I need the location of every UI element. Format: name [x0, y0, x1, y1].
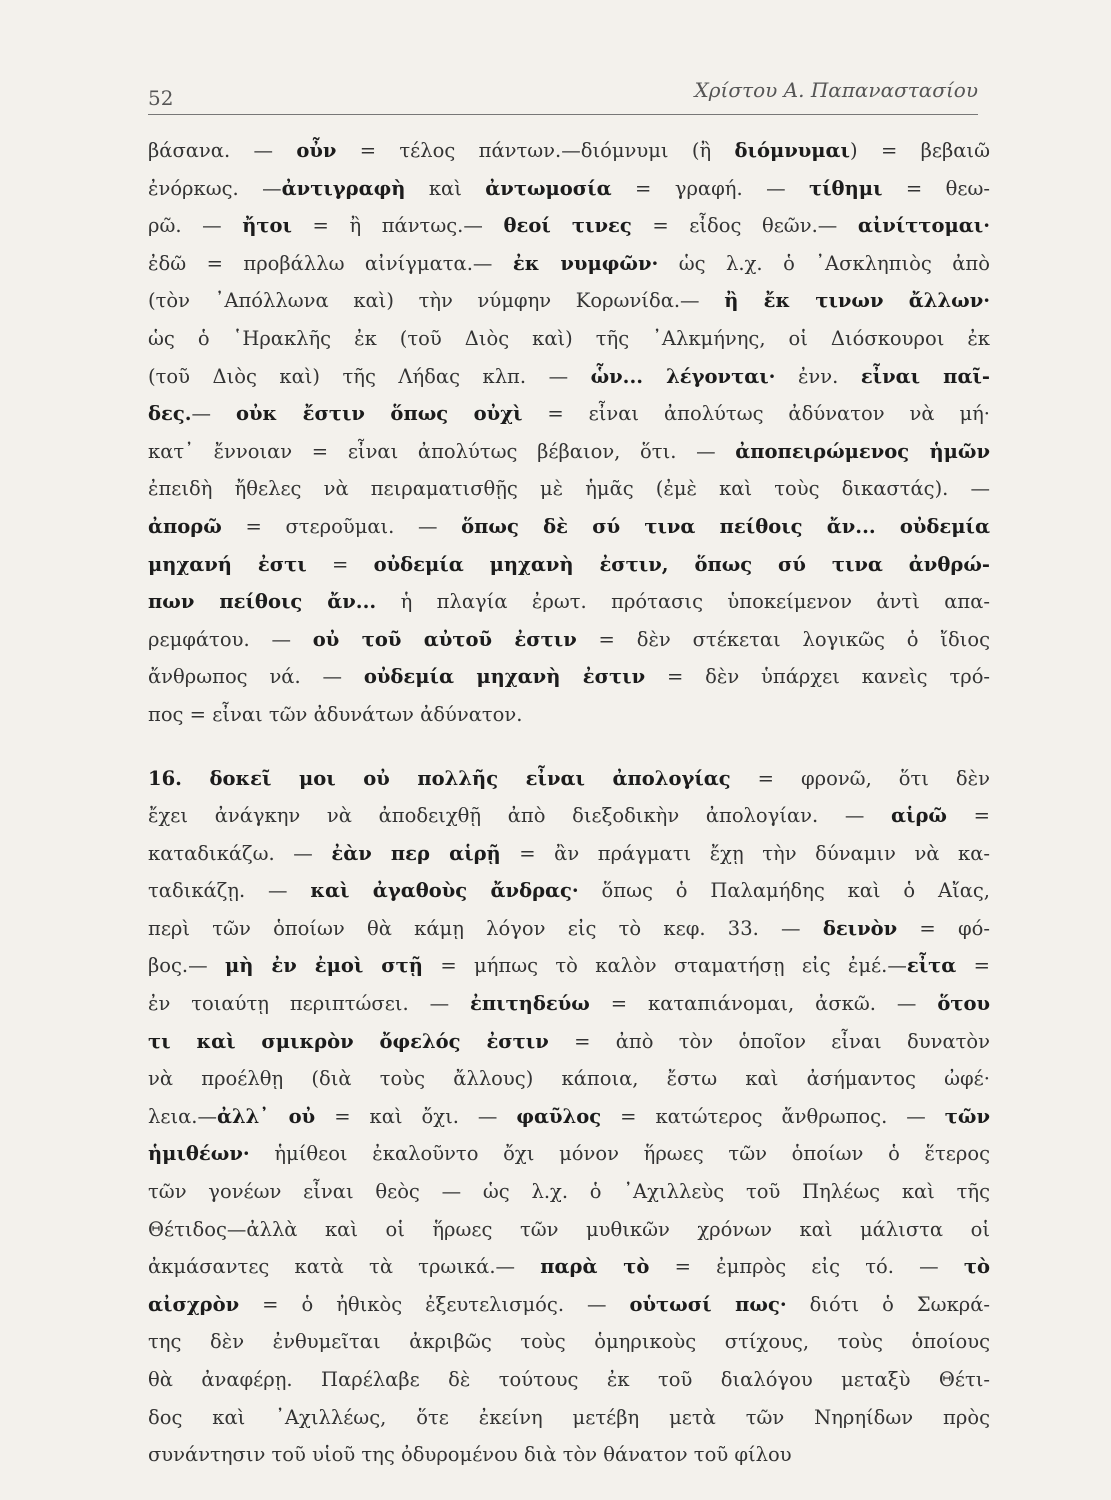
text-line: ἡμιθέων· ἡμίθεοι ἐκαλοῦντο ὄχι μόνον ἥρωες τῶν ὁποίων ὁ ἕτερος: [148, 1142, 990, 1166]
text-line: πων πείθοις ἄν... ἡ πλαγία ἐρωτ. πρότασις ὑποκείμενον ἀντὶ απα-: [148, 590, 990, 614]
text-line: ταδικάζῃ. — καὶ ἀγαθοὺς ἄνδρας· ὅπως ὁ Παλαμήδης καὶ ὁ Αἴας,: [148, 879, 990, 903]
text-line: καταδικάζω. — ἐὰν περ αἱρῇ = ἂν πράγματι ἔχῃ τὴν δύναμιν νὰ κα-: [148, 841, 990, 865]
text-line: (τοῦ Διὸς καὶ) τῆς Λήδας κλπ. — ὧν... λέγονται· ἐνν. εἶναι παῖ-: [148, 364, 990, 388]
text-line: συνάντησιν τοῦ υἱοῦ της ὀδυρομένου διὰ τὸν θάνατον τοῦ φίλου: [148, 1443, 792, 1467]
text-line: ἀπορῶ = στεροῦμαι. — ὅπως δὲ σύ τινα πείθοις ἄν... οὐδεμία: [148, 514, 990, 538]
text-line: θὰ ἀναφέρῃ. Παρέλαβε δὲ τούτους ἐκ τοῦ διαλόγου μεταξὺ Θέτι-: [148, 1368, 990, 1391]
text-line: ἐπειδὴ ἤθελες νὰ πειραματισθῇς μὲ ἡμᾶς (ἐμὲ καὶ τοὺς δικαστάς). —: [148, 477, 990, 501]
text-line: νὰ προέλθῃ (διὰ τοὺς ἄλλους) κάποια, ἔστω καὶ ἀσήμαντος ὠφέ·: [148, 1067, 990, 1091]
text-line: αἰσχρὸν = ὁ ἠθικὸς ἐξευτελισμός. — οὑτωσί πως· διότι ὁ Σωκρά-: [148, 1292, 990, 1316]
text-line: ρῶ. — ἤτοι = ἢ πάντως.— θεοί τινες = εἶδος θεῶν.— αἰνίττομαι·: [148, 214, 990, 238]
text-line: δες.— οὐκ ἔστιν ὅπως οὐχὶ = εἶναι ἀπολύτως ἀδύνατον νὰ μή·: [148, 402, 990, 426]
text-line: ἐδῶ = προβάλλω αἰνίγματα.— ἐκ νυμφῶν· ὡς λ.χ. ὁ ᾿Ασκληπιὸς ἀπὸ: [148, 251, 990, 275]
text-line: ἐν τοιαύτῃ περιπτώσει. — ἐπιτηδεύω = καταπιάνομαι, ἀσκῶ. — ὅτου: [148, 992, 990, 1016]
text-line: ἄνθρωπος νά. — οὐδεμία μηχανὴ ἐστιν = δὲν ὑπάρχει κανεὶς τρό-: [148, 665, 990, 689]
text-line: μηχανή ἐστι = οὐδεμία μηχανὴ ἐστιν, ὅπως σύ τινα ἀνθρώ-: [148, 552, 990, 576]
commentary-text: [148, 132, 990, 1474]
text-line: λεια.—ἀλλ᾿ οὐ = καὶ ὄχι. — φαῦλος = κατώτερος ἄνθρωπος. — τῶν: [148, 1104, 990, 1128]
text-line: πος = εἶναι τῶν ἀδυνάτων ἀδύνατον.: [148, 702, 523, 726]
text-line: τῶν γονέων εἶναι θεὸς — ὡς λ.χ. ὁ ᾿Αχιλλεὺς τοῦ Πηλέως καὶ τῆς: [148, 1180, 990, 1204]
text-line: ρεμφάτου. — οὐ τοῦ αὐτοῦ ἐστιν = δὲν στέκεται λογικῶς ὁ ἴδιος: [148, 627, 990, 651]
text-line: τι καὶ σμικρὸν ὄφελός ἐστιν = ἀπὸ τὸν ὁποῖον εἶναι δυνατὸν: [148, 1029, 990, 1053]
text-line: βος.— μὴ ἐν ἐμοὶ στῇ = μήπως τὸ καλὸν σταματήσῃ εἰς ἐμέ.—εἶτα =: [148, 954, 990, 978]
text-line: περὶ τῶν ὁποίων θὰ κάμῃ λόγον εἰς τὸ κεφ. 33. — δεινὸν = φό-: [148, 916, 990, 940]
text-line: 16. δοκεῖ μοι οὐ πολλῆς εἶναι ἀπολογίας = φρονῶ, ὅτι δὲν: [148, 766, 990, 790]
text-line: δος καὶ ᾿Αχιλλέως, ὅτε ἐκείνη μετέβη μετὰ τῶν Νηρηίδων πρὸς: [148, 1405, 990, 1429]
text-line: (τὸν ᾿Απόλλωνα καὶ) τὴν νύμφην Κορωνίδα.— ἢ ἔκ τινων ἄλλων·: [148, 289, 990, 313]
text-line: ὡς ὁ ῾Ηρακλῆς ἐκ (τοῦ Διὸς καὶ) τῆς ᾿Αλκμήνης, οἱ Διόσκουροι ἐκ: [148, 326, 990, 350]
text-line: Θέτιδος—ἀλλὰ καὶ οἱ ἥρωες τῶν μυθικῶν χρόνων καὶ μάλιστα οἱ: [148, 1217, 990, 1241]
running-head: Χρίστου Α. Παπαναστασίου: [694, 78, 978, 102]
text-line: της δὲν ἐνθυμεῖται ἀκριβῶς τοὺς ὁμηρικοὺς στίχους, τοὺς ὁποίους: [148, 1330, 990, 1354]
text-line: ἀκμάσαντες κατὰ τὰ τρωικά.— παρὰ τὸ = ἐμπρὸς εἰς τό. — τὸ: [148, 1255, 990, 1279]
text-line: ἐνόρκως. —ἀντιγραφὴ καὶ ἀντωμοσία = γραφή. — τίθημι = θεω-: [148, 176, 990, 200]
text-line: ἔχει ἀνάγκην νὰ ἀποδειχθῇ ἀπὸ διεξοδικὴν ἀπολογίαν. — αἱρῶ =: [148, 804, 990, 828]
text-line: βάσανα. — οὖν = τέλος πάντων.—διόμνυμι (ἢ διόμνυμαι) = βεβαιῶ: [148, 139, 990, 162]
page-number: 52: [148, 86, 174, 110]
page-header: [148, 74, 978, 115]
text-line: κατ᾿ ἔννοιαν = εἶναι ἀπολύτως βέβαιον, ὅτι. — ἀποπειρώμενος ἡμῶν: [148, 439, 990, 463]
